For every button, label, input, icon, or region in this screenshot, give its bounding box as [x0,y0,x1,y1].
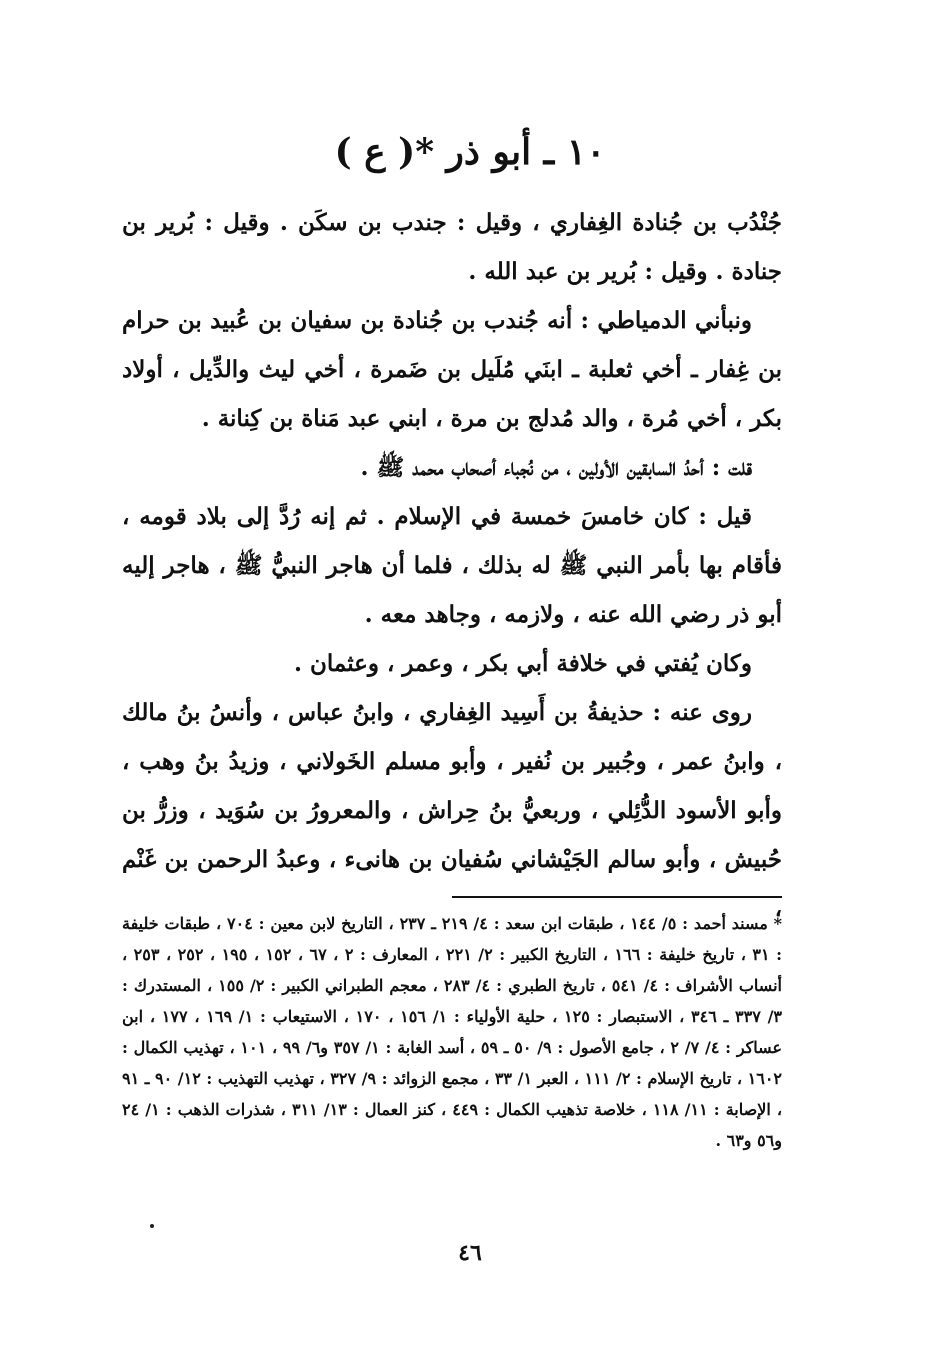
paragraph: روى عنه : حذيفةُ بن أَسِيد الغِفاري ، وابنُ عباس ، وأنسُ بنُ مالك ، وابنُ عمر ، وجُبير بن نُفير ، وأبو مسلم الخَولاني ، وزيدُ بنُ وهب ، وأبو الأسود الدُّئِلي ، وربعيُّ بنُ حِراش ، والمعرورُ بن سُوَيد ، وزرُّ بن حُبيش ، وأبو سالم الجَيْشاني سُفيان بن هانىء ، وعبدُ الرحمن بن غَنْم ، [122,699,782,922]
page-number: ٤٦ [458,1240,482,1266]
footnote-sources [122,908,782,1156]
paragraph: جُنْدُب بن جُنادة الغِفاري ، وقيل : جندب بن سكَن . وقيل : بُرير بن جنادة . وقيل : بُرير بن عبد الله . [122,209,782,285]
footnote-text: * مسند أحمد : ٥/ ١٤٤ ، طبقات ابن سعد : ٤/ ٢١٩ ـ ٢٣٧ ، التاريخ لابن معين : ٧٠٤ ، طبقات خليفة : ٣١ ، تاريخ خليفة : ١٦٦ ، التاريخ الكبير : ٢/ ٢٢١ ، المعارف : ٢ ، ٦٧ ، ١٥٢ ، ١٩٥ ، ٢٥٢ ، ٢٥٣ ، أنساب الأشراف : ٤/ ٥٤١ ، تاريخ الطبري : ٤/ ٢٨٣ ، معجم الطبراني الكبير : ٢/ ١٥٥ ، المستدرك : ٣/ ٣٣٧ ـ ٣٤٦ ، الاستبصار : ١٢٥ ، حلية الأولياء : ١/ ١٥٦ ، ١٧٠ ، الاستيعاب : ١/ ١٦٩ ، ١٧٧ ، ابن عساكر : ٤/ ٧/ ٢ ، جامع الأصول : ٩/ ٥٠ ـ ٥٩ ، أسد الغابة : ١/ ٣٥٧ و٦/ ٩٩ ، ١٠١ ، تهذيب الكمال : ١٦٠٢ ، تاريخ الإسلام : ٢/ ١١١ ، العبر ١/ ٣٣ ، مجمع الزوائد : ٩/ ٣٢٧ ، تهذيب التهذيب : ١٢/ ٩٠ ـ ٩١ ، الإصابة : ١١/ ١١٨ ، خلاصة تذهيب الكمال : ٤٤٩ ، كنز العمال : ١٣/ ٣١١ ، شذرات الذهب : ١/ ٢٤ و٥٦ و٦٣ . [122,914,783,1150]
entry-title: ١٠ ـ أبو ذر *( ع ) [334,131,606,173]
paragraph: قيل : كان خامسَ خمسة في الإسلام . ثم إنه رُدَّ إلى بلاد قومه ، فأقام بها بأمر النبي ﷺ له بذلك ، فلما أن هاجر النبيُّ ﷺ ، هاجر إليه أبو ذر رضي الله عنه ، ولازمه ، وجاهد معه . [122,503,782,628]
main-text [122,198,782,933]
footnote-separator [452,896,782,898]
paragraph: وكان يُفتي في خلافة أبي بكر ، وعمر ، وعثمان . [293,650,752,677]
print-speck [150,1224,154,1228]
paragraph: قلت : أحدُ السابقين الأولين ، من نُجباء أصحاب محمد ﷺ . [360,454,752,481]
paragraph: ونبأني الدمياطي : أنه جُندب بن جُنادة بن سفيان بن عُبيد بن حرام بن غِفار ـ أخي ثعلبة ـ ابنَي مُلَيل بن ضَمرة ، أخي ليث والدِّيل ، أولاد بكر ، أخي مُرة ، والد مُدلج بن مرة ، ابني عبد مَناة بن كِنانة . [122,307,782,432]
